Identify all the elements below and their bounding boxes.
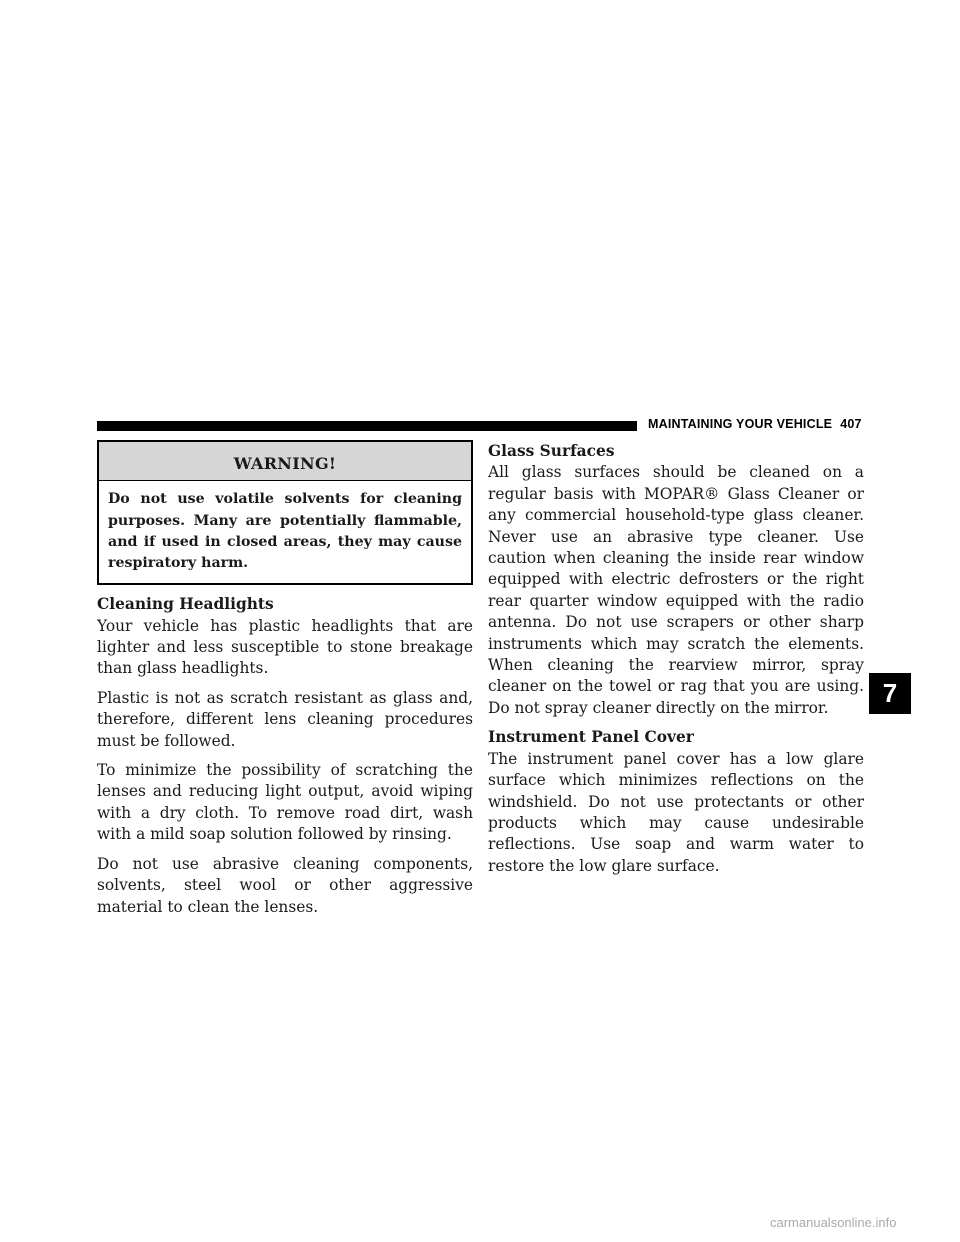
left-column	[97, 440, 473, 926]
header-rule	[97, 421, 637, 431]
running-header	[648, 417, 862, 431]
section-heading-glass-surfaces: Glass Surfaces	[488, 442, 615, 460]
right-column	[488, 441, 864, 885]
watermark: carmanualsonline.info	[770, 1215, 897, 1230]
chapter-tab: 7	[869, 673, 911, 714]
paragraph: Do not use abrasive cleaning components, solvents, steel wool or other aggressive material to clean the lenses.	[97, 854, 473, 916]
paragraph: Your vehicle has plastic headlights that are lighter and less susceptible to stone breakage than glass headlights.	[97, 616, 473, 678]
section-heading-instrument-panel-cover: Instrument Panel Cover	[488, 728, 694, 747]
paragraph: The instrument panel cover has a low glare surface which minimizes reflections on the windshield. Do not use protectants or other products which may cause undesirable reflections. Use soap and warm water to restore the low glare surface.	[488, 749, 864, 875]
warning-body: Do not use volatile solvents for cleaning purposes. Many are potentially flammable, and if used in closed areas, they may cause respiratory harm.	[108, 491, 462, 572]
page-number: 407	[840, 417, 862, 431]
section-title: MAINTAINING YOUR VEHICLE	[648, 417, 833, 431]
warning-title: WARNING!	[99, 442, 471, 481]
paragraph: All glass surfaces should be cleaned on a regular basis with MOPAR® Glass Cleaner or any commercial household-type glass cleaner. Never use an abrasive type cleaner. Use caution when cleaning the inside rear window equipped with electric defrosters or the right rear quarter window equipped with the radio antenna. Do not use scrapers or other sharp instruments which may scratch the elements. When cleaning the rearview mirror, spray cleaner on the towel or rag that you are using. Do not spray cleaner directly on the mirror.	[488, 463, 864, 717]
paragraph: Plastic is not as scratch resistant as glass and, therefore, different lens cleaning procedures must be followed.	[97, 688, 473, 750]
paragraph: To minimize the possibility of scratching the lenses and reducing light output, avoid wiping with a dry cloth. To remove road dirt, wash with a mild soap solution followed by rinsing.	[97, 761, 473, 844]
section-heading-cleaning-headlights: Cleaning Headlights	[97, 595, 274, 614]
warning-box	[97, 440, 473, 585]
